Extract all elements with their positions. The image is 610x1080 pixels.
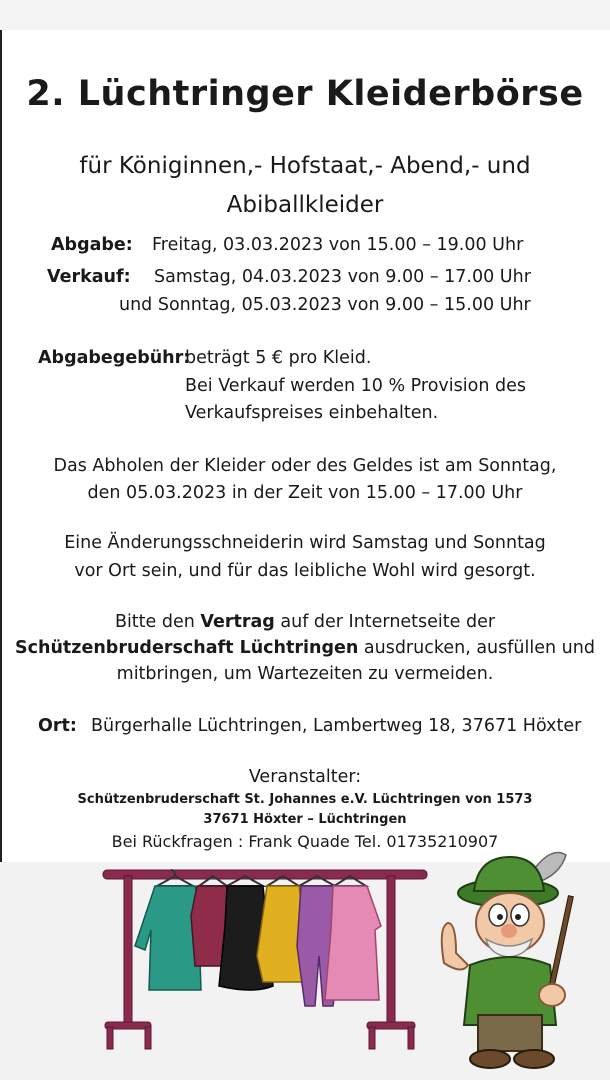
vertrag-bold: Vertrag (200, 612, 275, 632)
page-title: 2. Lüchtringer Kleiderbörse (26, 74, 584, 114)
verkauf-text-1: Samstag, 04.03.2023 von 9.00 – 17.00 Uhr (154, 267, 531, 287)
vertrag-post: auf der Internetseite der (274, 612, 496, 632)
verkauf-text-2: und Sonntag, 05.03.2023 von 9.00 – 15.00 Uhr (119, 295, 531, 315)
top-band (0, 0, 610, 30)
veranstalter-line-2: 37671 Höxter – Lüchtringen (203, 812, 407, 827)
dress-pink-icon (325, 886, 381, 1000)
ort-label: Ort: (38, 716, 77, 736)
gebuehr-label: Abgabegebühr: (38, 348, 191, 368)
vertrag-line-3: mitbringen, um Wartezeiten zu vermeiden. (116, 664, 494, 684)
mascot-illustration (430, 845, 580, 1075)
vertrag-pre: Bitte den (114, 612, 201, 632)
vertrag-line-2 (0, 638, 610, 658)
gebuehr-line-2: Bei Verkauf werden 10 % Provision des (185, 376, 526, 396)
vertrag-line-2-post: ausdrucken, ausfüllen und (358, 638, 595, 658)
gebuehr-line-1: beträgt 5 € pro Kleid. (185, 348, 372, 368)
schneiderin-line-2: vor Ort sein, und für das leibliche Wohl wird gesorgt. (74, 561, 536, 581)
schneiderin-line-1: Eine Änderungsschneiderin wird Samstag und Sonntag (64, 533, 546, 553)
verkauf-label: Verkauf: (47, 267, 131, 287)
rifle-icon (539, 896, 573, 1006)
vertrag-line-1 (0, 612, 610, 632)
subtitle-line-1: für Königinnen,- Hofstaat,- Abend,- und (79, 153, 531, 179)
subtitle-line-2: Abiballkleider (226, 192, 384, 218)
veranstalter-label: Veranstalter: (248, 767, 362, 787)
vertrag-org: Schützenbruderschaft Lüchtringen (15, 638, 359, 658)
abholen-line-2: den 05.03.2023 in der Zeit von 15.00 – 17.00 Uhr (87, 483, 523, 503)
raised-finger-icon (442, 923, 468, 970)
ort-text: Bürgerhalle Lüchtringen, Lambertweg 18, 37671 Höxter (91, 716, 582, 736)
body-icon (464, 957, 556, 1068)
abholen-line-1: Das Abholen der Kleider oder des Geldes ist am Sonntag, (53, 456, 557, 476)
abgabe-text: Freitag, 03.03.2023 von 15.00 – 19.00 Uhr (152, 235, 524, 255)
rueckfragen-line: Bei Rückfragen : Frank Quade Tel. 01735210907 (111, 832, 499, 851)
clothes-rack-illustration (95, 862, 435, 1062)
veranstalter-line-1: Schützenbruderschaft St. Johannes e.V. Lüchtringen von 1573 (77, 792, 533, 807)
abgabe-label: Abgabe: (51, 235, 133, 255)
face-icon (476, 893, 544, 957)
gebuehr-line-3: Verkaufspreises einbehalten. (185, 403, 439, 423)
